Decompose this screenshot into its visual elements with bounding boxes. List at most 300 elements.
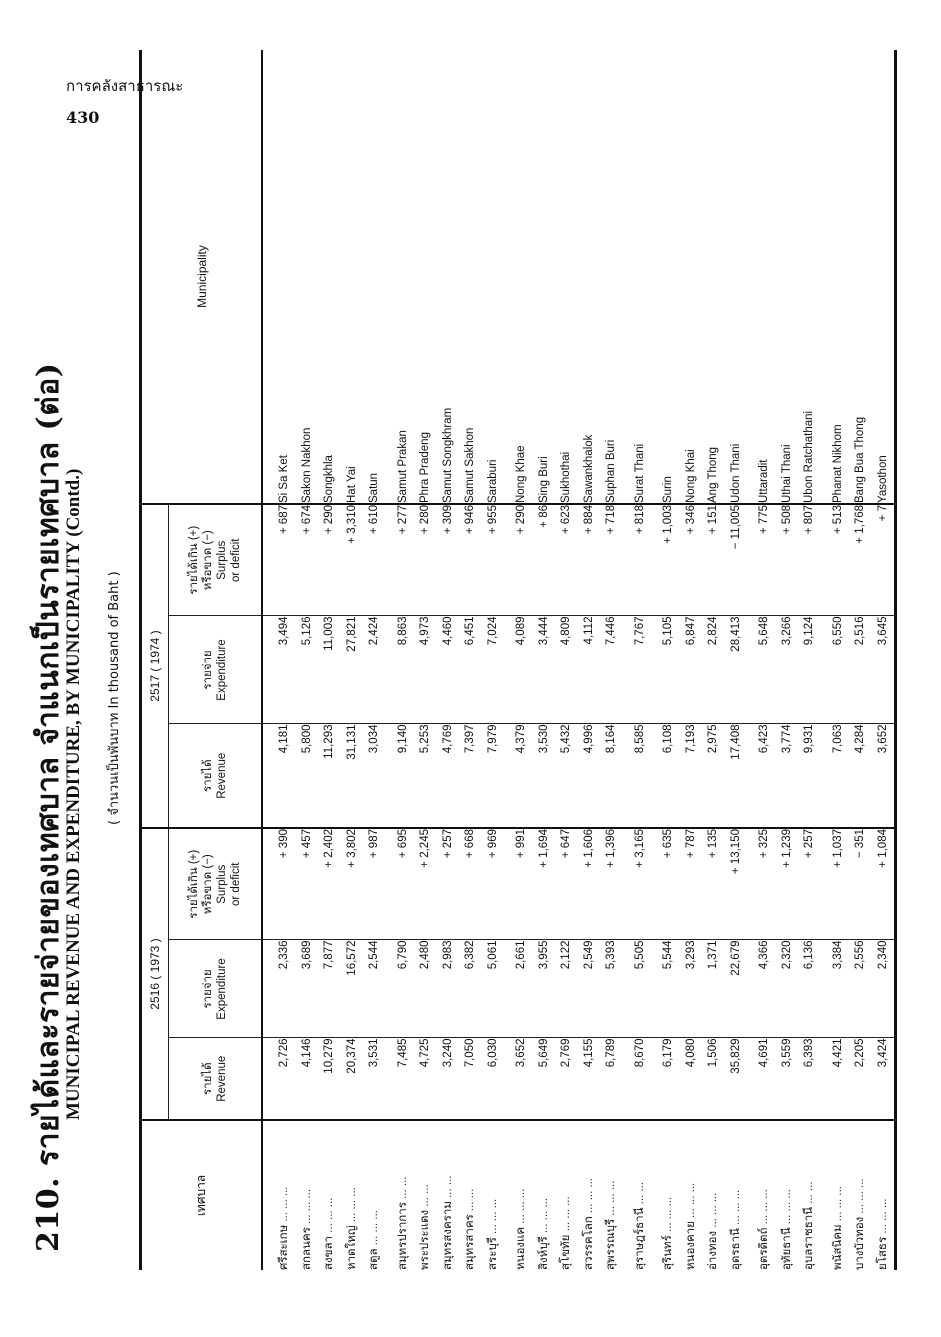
leader-dots: ... ... ... <box>560 1196 573 1232</box>
revenue-1973-cell: 6,179 <box>657 1038 680 1120</box>
municipality-th-name: สิงห์บุรี <box>537 1236 550 1270</box>
revenue-1974-cell: 3,652 <box>872 724 896 828</box>
spacer-cell <box>262 724 273 828</box>
municipality-th-cell <box>629 1120 652 1270</box>
revenue-1973-cell: 5,649 <box>533 1038 556 1120</box>
surplus-en-label-2: or deficit <box>230 538 242 582</box>
expenditure-1973-cell: 2,556 <box>849 940 872 1038</box>
leader-dots: ... ... ... <box>729 1189 742 1225</box>
revenue-1973-cell: 3,240 <box>437 1038 460 1120</box>
expenditure-1973-cell: 22,679 <box>725 940 748 1038</box>
table-row <box>872 50 896 1270</box>
surplus-th-label-2: หรือขาด (−) <box>202 530 214 591</box>
leader-dots: ... ... <box>419 1184 432 1207</box>
revenue-1973-cell: 4,725 <box>414 1038 437 1120</box>
municipality-en-cell: Uthai Thani <box>780 444 793 503</box>
table-unit-note: ( จำนวนเป็นพันบาท In thousand of Baht ) <box>107 571 122 825</box>
municipality-th-cell <box>414 1120 437 1270</box>
expenditure-1974-cell: 2,824 <box>702 616 725 724</box>
table-row <box>437 50 460 1270</box>
leader-dots: ... ... ... <box>537 1197 550 1234</box>
leader-dots: ... ... ... <box>854 1178 867 1214</box>
revenue-1973-cell: 4,421 <box>827 1038 850 1120</box>
revenue-1973-cell: 2,726 <box>273 1038 296 1120</box>
surplus-1973-cell: + 987 <box>363 828 386 940</box>
expenditure-1973-cell: 3,293 <box>680 940 703 1038</box>
municipality-en-cell: Uttaradit <box>758 459 771 503</box>
municipality-th-name: สุพรรณบุรี <box>605 1218 618 1270</box>
table-row <box>533 50 556 1270</box>
expenditure-1973-cell: 2,122 <box>555 940 578 1038</box>
col-revenue-1974 <box>169 724 263 828</box>
municipality-en-cell: Phanat Nikhom <box>831 424 844 503</box>
municipality-th-cell <box>510 1120 533 1270</box>
surplus-1974-cell: + 280 <box>414 504 437 616</box>
surplus-1974-cell: + 277 <box>392 504 415 616</box>
surplus-1974-cell: + 290 <box>510 504 533 616</box>
leader-dots: ... ... <box>441 1175 454 1198</box>
revenue-1973-cell: 6,393 <box>798 1038 821 1120</box>
table-row <box>702 50 725 1270</box>
revenue-1973-cell: 4,080 <box>680 1038 703 1120</box>
expenditure-1973-cell: 3,955 <box>533 940 556 1038</box>
revenue-1974-cell: 8,164 <box>600 724 623 828</box>
leader-dots: ... ... <box>464 1188 477 1212</box>
revenue-1973-cell: 6,030 <box>482 1038 505 1120</box>
surplus-1974-cell: + 1,003 <box>657 504 680 616</box>
municipality-th-cell <box>318 1120 341 1270</box>
municipality-th-cell <box>657 1120 680 1270</box>
municipality-th-name: หนองแค <box>515 1226 528 1270</box>
expenditure-1974-cell: 3,494 <box>273 616 296 724</box>
municipality-en-cell: Yasothon <box>876 455 889 503</box>
surplus-1973-cell: + 1,396 <box>600 828 623 940</box>
expenditure-en-label: Expenditure <box>216 639 228 701</box>
spacer-cell <box>262 616 273 724</box>
revenue-1974-cell: 17,408 <box>725 724 748 828</box>
municipality-th-name: อุทัยธานี <box>780 1227 793 1270</box>
revenue-1974-cell: 4,769 <box>437 724 460 828</box>
surplus-1973-cell: + 635 <box>657 828 680 940</box>
table-row <box>482 50 505 1270</box>
col-surplus-1974 <box>169 504 263 616</box>
expenditure-1973-cell: 2,549 <box>578 940 601 1038</box>
revenue-1973-cell: 6,789 <box>600 1038 623 1120</box>
table-row <box>318 50 341 1270</box>
surplus-1973-cell: + 647 <box>555 828 578 940</box>
revenue-1973-cell: 3,531 <box>363 1038 386 1120</box>
table-row <box>341 50 364 1270</box>
revenue-1974-cell: 7,397 <box>459 724 482 828</box>
expenditure-1974-cell: 27,821 <box>341 616 364 724</box>
expenditure-1974-cell: 3,645 <box>872 616 896 724</box>
expenditure-1973-cell: 1,371 <box>702 940 725 1038</box>
surplus-1973-cell: − 351 <box>849 828 872 940</box>
revenue-1974-cell: 9,931 <box>798 724 821 828</box>
surplus-1973-cell: + 1,037 <box>827 828 850 940</box>
revenue-1973-cell: 3,559 <box>776 1038 799 1120</box>
col-municipality-en: Municipality <box>141 50 263 504</box>
municipality-th-cell <box>753 1120 776 1270</box>
expenditure-1974-cell: 4,089 <box>510 616 533 724</box>
municipality-th-cell <box>827 1120 850 1270</box>
expenditure-1974-cell: 7,024 <box>482 616 505 724</box>
surplus-1973-cell: + 3,165 <box>629 828 652 940</box>
expenditure-1973-cell: 2,983 <box>437 940 460 1038</box>
surplus-1973-cell: + 257 <box>437 828 460 940</box>
surplus-1973-cell: + 2,402 <box>318 828 341 940</box>
revenue-1974-cell: 4,181 <box>273 724 296 828</box>
revenue-1974-cell: 5,432 <box>555 724 578 828</box>
surplus-en-label-2: or deficit <box>230 862 242 906</box>
surplus-en-label-1: Surplus <box>216 864 228 904</box>
leader-dots: ... ... ... <box>515 1188 528 1224</box>
surplus-1973-cell: + 457 <box>296 828 319 940</box>
surplus-1974-cell: + 807 <box>798 504 821 616</box>
expenditure-en-label: Expenditure <box>216 958 228 1020</box>
surplus-1973-cell: + 1,694 <box>533 828 556 940</box>
revenue-1973-cell: 2,769 <box>555 1038 578 1120</box>
surplus-1974-cell: + 7 <box>872 504 896 616</box>
surplus-1974-cell: + 309 <box>437 504 460 616</box>
title-thai-text: รายได้และรายจ่ายของเทศบาล จำแนกเป็นรายเทศบาล (ต่อ) <box>31 362 66 1166</box>
revenue-1973-cell: 3,652 <box>510 1038 533 1120</box>
revenue-1973-cell: 3,424 <box>872 1038 896 1120</box>
revenue-1974-cell: 9,140 <box>392 724 415 828</box>
table-row <box>725 50 748 1270</box>
municipality-th-name: อุบลราชธานี <box>803 1206 816 1270</box>
leader-dots: ... ... ... <box>323 1197 336 1233</box>
title-block <box>3 50 133 1270</box>
municipality-th-cell <box>392 1120 415 1270</box>
col-group-1974: 2517 ( 1974 ) <box>141 504 169 828</box>
municipality-th-cell <box>459 1120 482 1270</box>
surplus-1974-cell: + 151 <box>702 504 725 616</box>
surplus-1974-cell: + 775 <box>753 504 776 616</box>
table-row <box>680 50 703 1270</box>
revenue-th-label: รายได้ <box>202 759 214 793</box>
revenue-1973-cell: 7,050 <box>459 1038 482 1120</box>
expenditure-1974-cell: 28,413 <box>725 616 748 724</box>
municipality-en-cell: Samut Prakan <box>396 430 409 503</box>
surplus-1973-cell: + 969 <box>482 828 505 940</box>
revenue-1974-cell: 4,284 <box>849 724 872 828</box>
expenditure-1974-cell: 6,451 <box>459 616 482 724</box>
table-row <box>273 50 296 1270</box>
municipality-th-name: ศรีสะเกษ <box>278 1224 291 1270</box>
leader-dots: ... ... <box>633 1181 646 1205</box>
surplus-1973-cell: + 787 <box>680 828 703 940</box>
revenue-1973-cell: 1,506 <box>702 1038 725 1120</box>
municipality-en-cell: Sakon Nakhon <box>300 427 313 503</box>
expenditure-1973-cell: 6,790 <box>392 940 415 1038</box>
spacer-cell <box>262 50 273 504</box>
revenue-1974-cell: 5,253 <box>414 724 437 828</box>
leader-dots: ... ... ... <box>486 1198 499 1234</box>
leader-dots: ... ... ... <box>300 1188 313 1225</box>
municipality-en-cell: Satun <box>368 472 381 503</box>
municipality-en-cell: Sukhothai <box>560 451 573 503</box>
leader-dots: ... ... ... <box>605 1180 618 1216</box>
municipality-th-cell <box>555 1120 578 1270</box>
municipality-en-cell: Samut Songkhram <box>441 407 454 503</box>
municipality-en-cell: Nong Khae <box>515 445 528 503</box>
surplus-1974-cell: + 623 <box>555 504 578 616</box>
municipality-th-cell <box>296 1120 319 1270</box>
surplus-1973-cell: + 1,606 <box>578 828 601 940</box>
leader-dots: ... ... <box>396 1176 409 1199</box>
municipality-en-cell: Surat Thani <box>633 443 646 503</box>
leader-dots: ... ... ... <box>758 1189 771 1225</box>
leader-dots: ... ... ... <box>345 1187 358 1223</box>
expenditure-1973-cell: 5,544 <box>657 940 680 1038</box>
municipality-th-cell <box>798 1120 821 1270</box>
municipality-th-cell <box>363 1120 386 1270</box>
expenditure-1974-cell: 3,444 <box>533 616 556 724</box>
revenue-1973-cell: 4,691 <box>753 1038 776 1120</box>
revenue-1973-cell: 4,155 <box>578 1038 601 1120</box>
revenue-1974-cell: 2,975 <box>702 724 725 828</box>
col-expenditure-1973 <box>169 940 263 1038</box>
expenditure-1974-cell: 6,847 <box>680 616 703 724</box>
expenditure-1974-cell: 8,863 <box>392 616 415 724</box>
surplus-1974-cell: + 508 <box>776 504 799 616</box>
revenue-1974-cell: 3,774 <box>776 724 799 828</box>
revenue-1973-cell: 8,670 <box>629 1038 652 1120</box>
municipality-th-name: พนัสนิคม <box>831 1224 844 1270</box>
spacer-cell <box>262 1038 273 1120</box>
revenue-1973-cell: 35,829 <box>725 1038 748 1120</box>
running-header: การคลังสาธารณะ <box>66 77 184 95</box>
municipality-en-cell: Sawankhalok <box>582 434 595 503</box>
table-row <box>296 50 319 1270</box>
expenditure-1973-cell: 2,336 <box>273 940 296 1038</box>
municipality-th-cell <box>776 1120 799 1270</box>
municipality-th-name: สระบุรี <box>486 1237 499 1270</box>
expenditure-1974-cell: 4,809 <box>555 616 578 724</box>
revenue-1974-cell: 4,379 <box>510 724 533 828</box>
municipality-th-name: สมุทรปราการ <box>396 1202 409 1270</box>
expenditure-1974-cell: 5,648 <box>753 616 776 724</box>
municipality-en-cell: Phra Pradeng <box>419 432 432 503</box>
expenditure-1973-cell: 2,544 <box>363 940 386 1038</box>
page-number: 430 <box>66 108 100 127</box>
leader-dots: ... ... ... <box>662 1196 675 1232</box>
municipal-revenue-table <box>139 50 897 1270</box>
municipality-en-cell: Ubon Ratchathani <box>803 410 816 503</box>
municipality-en-cell: Udon Thani <box>729 443 742 503</box>
municipality-th-name: สุรินทร์ <box>662 1235 675 1270</box>
revenue-1974-cell: 7,979 <box>482 724 505 828</box>
leader-dots: ... ... ... <box>831 1186 844 1222</box>
leader-dots: ... ... ... <box>684 1182 697 1218</box>
revenue-1973-cell: 20,374 <box>341 1038 364 1120</box>
municipality-th-cell <box>680 1120 703 1270</box>
surplus-1973-cell: + 325 <box>753 828 776 940</box>
revenue-th-label: รายได้ <box>202 1062 214 1096</box>
surplus-1974-cell: + 513 <box>827 504 850 616</box>
table-number: 210. <box>31 1176 66 1252</box>
municipality-th-name: อุดรธานี <box>729 1228 742 1270</box>
surplus-1974-cell: − 11,005 <box>725 504 748 616</box>
table-row <box>578 50 601 1270</box>
expenditure-1973-cell: 6,136 <box>798 940 821 1038</box>
surplus-1973-cell: + 3,802 <box>341 828 364 940</box>
surplus-1974-cell: + 86 <box>533 504 556 616</box>
municipality-th-cell <box>341 1120 364 1270</box>
table-row <box>629 50 652 1270</box>
col-group-1973: 2516 ( 1973 ) <box>141 828 169 1120</box>
expenditure-1973-cell: 2,320 <box>776 940 799 1038</box>
municipality-en-cell: Ang Thong <box>707 446 720 503</box>
spacer-cell <box>262 940 273 1038</box>
municipality-en-cell: Sing Buri <box>537 456 550 503</box>
expenditure-1974-cell: 2,424 <box>363 616 386 724</box>
revenue-en-label: Revenue <box>216 752 228 799</box>
expenditure-1973-cell: 5,061 <box>482 940 505 1038</box>
table-body <box>262 50 896 1270</box>
municipality-th-cell <box>533 1120 556 1270</box>
table-row <box>600 50 623 1270</box>
surplus-1973-cell: + 695 <box>392 828 415 940</box>
revenue-1973-cell: 2,205 <box>849 1038 872 1120</box>
revenue-1974-cell: 5,800 <box>296 724 319 828</box>
municipality-en-cell: Saraburi <box>486 459 499 503</box>
revenue-1974-cell: 6,423 <box>753 724 776 828</box>
surplus-1974-cell: + 687 <box>273 504 296 616</box>
spacer-cell <box>262 828 273 940</box>
expenditure-1974-cell: 5,126 <box>296 616 319 724</box>
surplus-1973-cell: + 257 <box>798 828 821 940</box>
expenditure-1974-cell: 4,973 <box>414 616 437 724</box>
table-row <box>459 50 482 1270</box>
table-row <box>363 50 386 1270</box>
municipality-th-cell <box>437 1120 460 1270</box>
expenditure-1974-cell: 4,460 <box>437 616 460 724</box>
revenue-1974-cell: 7,193 <box>680 724 703 828</box>
leader-dots: ... ... ... <box>278 1186 291 1222</box>
table-row <box>657 50 680 1270</box>
municipality-th-name: สตูล <box>368 1248 381 1270</box>
col-revenue-1973 <box>169 1038 263 1120</box>
revenue-1974-cell: 7,063 <box>827 724 850 828</box>
municipality-th-name: สกลนคร <box>300 1227 313 1270</box>
surplus-1974-cell: + 610 <box>363 504 386 616</box>
municipality-en-cell: Songkhla <box>323 455 336 503</box>
surplus-1973-cell: + 991 <box>510 828 533 940</box>
municipality-th-cell <box>273 1120 296 1270</box>
expenditure-1973-cell: 16,572 <box>341 940 364 1038</box>
expenditure-1973-cell: 3,689 <box>296 940 319 1038</box>
revenue-1973-cell: 10,279 <box>318 1038 341 1120</box>
municipality-en-cell: Samut Sakhon <box>464 427 477 503</box>
municipality-th-name: อุตรดิตถ์ <box>758 1227 771 1270</box>
municipality-th-cell <box>702 1120 725 1270</box>
municipality-th-name: สุราษฎร์ธานี <box>633 1207 646 1270</box>
expenditure-1974-cell: 2,516 <box>849 616 872 724</box>
leader-dots: ... ... ... <box>368 1210 381 1246</box>
table-row <box>776 50 799 1270</box>
expenditure-1973-cell: 5,393 <box>600 940 623 1038</box>
table-row <box>555 50 578 1270</box>
municipality-th-cell <box>872 1120 896 1270</box>
surplus-1974-cell: + 955 <box>482 504 505 616</box>
revenue-1973-cell: 7,485 <box>392 1038 415 1120</box>
surplus-1974-cell: + 674 <box>296 504 319 616</box>
surplus-1974-cell: + 290 <box>318 504 341 616</box>
expenditure-1974-cell: 4,112 <box>578 616 601 724</box>
expenditure-1973-cell: 3,384 <box>827 940 850 1038</box>
expenditure-1973-cell: 2,480 <box>414 940 437 1038</box>
leader-dots: ... ... ... <box>582 1177 595 1214</box>
expenditure-1974-cell: 7,767 <box>629 616 652 724</box>
leader-dots: ... ... ... <box>780 1189 793 1225</box>
municipality-en-cell: Si Sa Ket <box>278 455 291 503</box>
surplus-1974-cell: + 946 <box>459 504 482 616</box>
surplus-en-label-1: Surplus <box>216 540 228 580</box>
municipality-th-name: สงขลา <box>323 1235 336 1270</box>
expenditure-1973-cell: 6,382 <box>459 940 482 1038</box>
revenue-en-label: Revenue <box>216 1055 228 1102</box>
table-row <box>849 50 872 1270</box>
expenditure-1973-cell: 4,366 <box>753 940 776 1038</box>
municipality-th-name: หนองคาย <box>684 1221 697 1270</box>
leader-dots: ... ... ... <box>707 1192 720 1228</box>
surplus-1973-cell: + 668 <box>459 828 482 940</box>
surplus-1974-cell: + 346 <box>680 504 703 616</box>
expenditure-th-label: รายจ่าย <box>202 969 214 1009</box>
col-expenditure-1974 <box>169 616 263 724</box>
revenue-1974-cell: 4,996 <box>578 724 601 828</box>
col-municipality-th: เทศบาล <box>141 1120 263 1270</box>
expenditure-1973-cell: 7,877 <box>318 940 341 1038</box>
municipality-th-cell <box>482 1120 505 1270</box>
municipality-th-cell <box>849 1120 872 1270</box>
municipality-th-name: สมุทรสงคราม <box>441 1201 454 1270</box>
expenditure-1973-cell: 2,340 <box>872 940 896 1038</box>
surplus-1973-cell: + 390 <box>273 828 296 940</box>
expenditure-th-label: รายจ่าย <box>202 650 214 690</box>
municipality-th-cell <box>725 1120 748 1270</box>
expenditure-1974-cell: 9,124 <box>798 616 821 724</box>
municipality-th-name: พระประแดง <box>419 1209 432 1270</box>
spacer-cell <box>262 504 273 616</box>
surplus-1974-cell: + 3,310 <box>341 504 364 616</box>
municipality-en-cell: Nong Khai <box>684 449 697 503</box>
expenditure-1974-cell: 3,266 <box>776 616 799 724</box>
municipality-en-cell: Suphan Buri <box>605 439 618 503</box>
municipality-th-name: สมุทรสาคร <box>464 1214 477 1270</box>
municipality-th-cell <box>600 1120 623 1270</box>
revenue-1974-cell: 31,131 <box>341 724 364 828</box>
revenue-1974-cell: 11,293 <box>318 724 341 828</box>
surplus-1973-cell: + 13,150 <box>725 828 748 940</box>
col-surplus-1973 <box>169 828 263 940</box>
municipality-th-name: ยโสธร <box>876 1236 889 1270</box>
surplus-1974-cell: + 884 <box>578 504 601 616</box>
surplus-1974-cell: + 1,768 <box>849 504 872 616</box>
expenditure-1974-cell: 11,003 <box>318 616 341 724</box>
municipality-en-cell: Bang Bua Thong <box>854 416 867 503</box>
leader-dots: ... ... <box>803 1181 816 1204</box>
surplus-1973-cell: + 1,239 <box>776 828 799 940</box>
table-row <box>753 50 776 1270</box>
municipality-th-name: หาดใหญ่ <box>345 1225 358 1270</box>
expenditure-1973-cell: 2,661 <box>510 940 533 1038</box>
table-row <box>510 50 533 1270</box>
table-row <box>798 50 821 1270</box>
surplus-1974-cell: + 718 <box>600 504 623 616</box>
